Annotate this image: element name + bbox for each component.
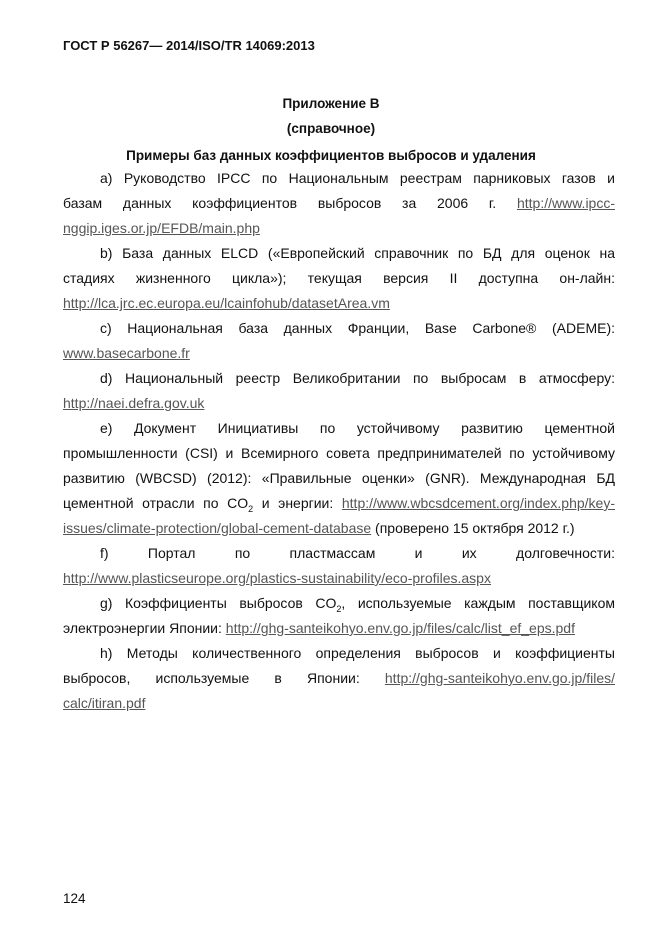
paragraph-line — [63, 366, 615, 391]
reference-link[interactable]: http://www.wbcsdcement.org/index.php/key- — [341, 495, 615, 511]
paragraph-line — [63, 266, 615, 291]
appendix-heading: Примеры баз данных коэффициентов выбросов и удаления — [126, 148, 536, 163]
paragraph-line — [63, 691, 615, 716]
appendix-type: (справочное) — [286, 121, 376, 136]
document-header: ГОСТ Р 56267— 2014/ISO/TR 14069:2013 — [63, 38, 315, 53]
paragraph-line — [63, 391, 615, 416]
paragraph-line — [63, 666, 615, 691]
paragraph-line — [63, 541, 615, 566]
paragraph-line — [63, 466, 615, 491]
paragraph-line — [63, 441, 615, 466]
reference-link[interactable]: http://ghg-santeikohyo.env.go.jp/files/ — [384, 670, 615, 686]
page-number: 124 — [63, 891, 86, 906]
text-segment: b) База данных ELCD («Европейский справочник по БД для оценок на — [100, 245, 615, 261]
paragraph-line — [63, 516, 615, 541]
reference-link[interactable]: calc/itiran.pdf — [63, 695, 146, 711]
paragraph-line — [63, 216, 615, 241]
reference-link[interactable]: http://naei.defra.gov.uk — [63, 395, 205, 411]
reference-link[interactable]: http://ghg-santeikohyo.env.go.jp/files/calc/list_ef_eps.pdf — [225, 620, 575, 636]
paragraph-line — [63, 591, 615, 616]
text-segment: , используемые каждым поставщиком — [341, 595, 615, 611]
paragraph-line — [63, 316, 615, 341]
reference-link[interactable]: www.basecarbone.fr — [63, 345, 190, 361]
paragraph-line — [63, 166, 615, 191]
text-segment: e) Документ Инициативы по устойчивому развитию цементной — [100, 420, 615, 436]
text-segment: развитию (WBCSD) (2012): «Правильные оценки» (GNR). Международная БД — [63, 470, 615, 486]
appendix-title: Приложение В — [282, 96, 380, 111]
paragraph-line — [63, 191, 615, 216]
paragraph-line — [63, 241, 615, 266]
text-segment: (проверено 15 октября 2012 г.) — [371, 520, 575, 536]
paragraph-line — [63, 341, 615, 366]
text-segment: и энергии: — [253, 495, 342, 511]
text-segment: c) Национальная база данных Франции, Base Carbone® (ADEME): — [100, 320, 615, 336]
text-segment: h) Методы количественного определения выбросов и коэффициенты — [100, 645, 615, 661]
reference-link[interactable]: issues/climate-protection/global-cement-database — [63, 520, 372, 536]
reference-link[interactable]: http://lca.jrc.ec.europa.eu/lcainfohub/datasetArea.vm — [63, 295, 390, 311]
document-body — [63, 166, 615, 716]
subscript: 2 — [336, 603, 342, 614]
text-segment: электроэнергии Японии: — [63, 620, 226, 636]
text-segment: стадиях жизненного цикла»); текущая версия II доступна он-лайн: — [63, 270, 615, 286]
paragraph-line — [63, 616, 615, 641]
reference-link[interactable]: nggip.iges.or.jp/EFDB/main.php — [63, 220, 260, 236]
text-segment: a) Руководство IPCC по Национальным реестрам парниковых газов и — [100, 170, 615, 186]
reference-link[interactable]: http://www.ipcc- — [516, 195, 615, 211]
subscript: 2 — [248, 503, 254, 514]
text-segment: промышленности (CSI) и Всемирного совета предпринимателей по устойчивому — [63, 445, 615, 461]
text-segment: базам данных коэффициентов выбросов за 2006 г. — [63, 195, 517, 211]
text-segment: d) Национальный реестр Великобритании по выбросам в атмосферу: — [100, 370, 615, 386]
paragraph-line — [63, 291, 615, 316]
reference-link[interactable]: http://www.plasticseurope.org/plastics-sustainability/eco-profiles.aspx — [63, 570, 491, 586]
text-segment: g) Коэффициенты выбросов CO — [100, 595, 337, 611]
text-segment: выбросов, используемые в Японии: — [63, 670, 385, 686]
text-segment: f) Портал по пластмассам и их долговечности: — [100, 545, 615, 561]
text-segment: цементной отрасли по CO — [63, 495, 249, 511]
paragraph-line — [63, 641, 615, 666]
paragraph-line — [63, 491, 615, 516]
paragraph-line — [63, 566, 615, 591]
paragraph-line — [63, 416, 615, 441]
